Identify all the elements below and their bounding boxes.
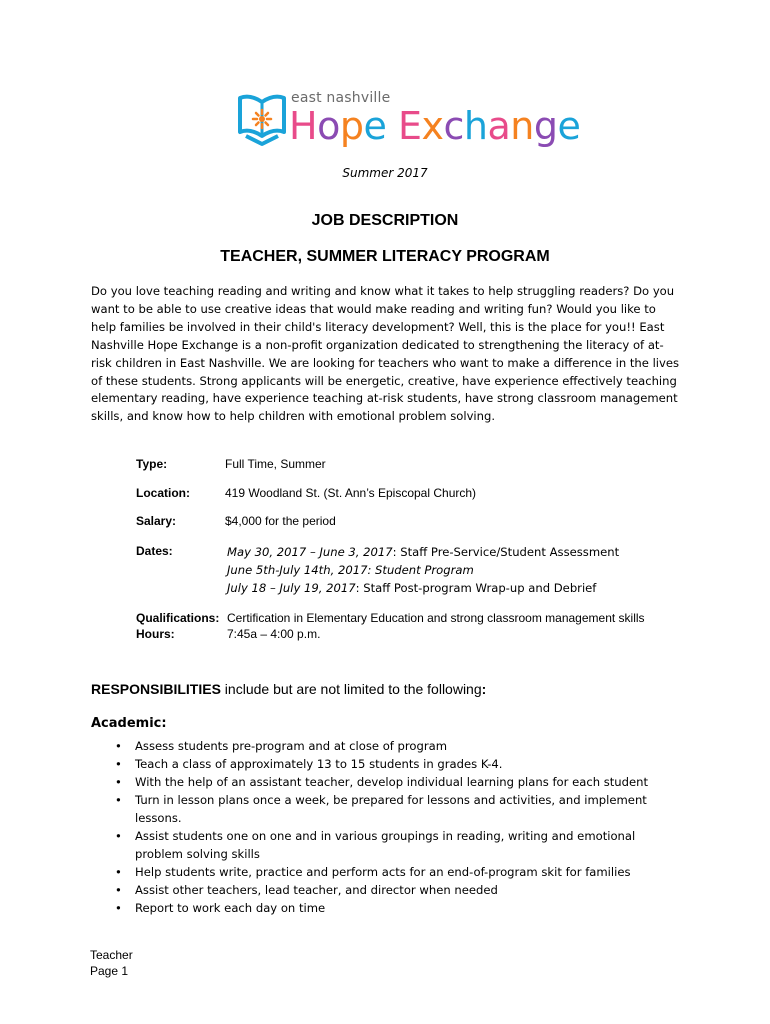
- logo: [236, 90, 581, 150]
- academic-label: Academic:: [91, 716, 167, 731]
- date-desc: : Staff Post-program Wrap-up and Debrief: [355, 581, 597, 595]
- list-item: • Teach a class of approximately 13 to 15 students in grades K-4.: [115, 755, 685, 773]
- logo-letter: x: [421, 104, 444, 148]
- logo-letter: a: [487, 104, 511, 148]
- logo-letter: E: [397, 104, 422, 148]
- page-title: JOB DESCRIPTION: [311, 212, 459, 229]
- responsibilities-heading-colon: :: [481, 681, 487, 697]
- responsibilities-list: [115, 737, 685, 917]
- date-range: May 30, 2017 – June 3, 2017: [227, 545, 393, 559]
- responsibilities-heading-bold: RESPONSIBILITIES: [91, 681, 221, 697]
- date-item: [227, 561, 619, 579]
- date-range: July 18 – July 19, 2017: [227, 581, 356, 595]
- salary-label: Salary:: [136, 514, 177, 528]
- footer-line-1: Teacher: [90, 948, 133, 962]
- salary-value: $4,000 for the period: [225, 514, 336, 528]
- dates-label: Dates:: [136, 544, 173, 558]
- logo-letter: H: [289, 104, 318, 148]
- logo-letter: p: [339, 104, 364, 148]
- date-item: [227, 579, 619, 597]
- term-label: Summer 2017: [342, 166, 428, 180]
- logo-letter: [386, 104, 398, 148]
- logo-letter: e: [363, 104, 387, 148]
- date-range: June 5th-July 14th, 2017: [227, 563, 368, 577]
- responsibilities-heading-rest: include but are not limited to the following: [220, 681, 482, 697]
- date-item: [227, 543, 619, 561]
- logo-letter: n: [510, 104, 534, 148]
- logo-letter: h: [463, 104, 488, 148]
- type-value: Full Time, Summer: [225, 457, 326, 471]
- location-value: 419 Woodland St. (St. Ann’s Episcopal Church): [225, 486, 477, 500]
- hours-label: Hours:: [136, 627, 175, 641]
- dates-list: [227, 543, 619, 597]
- date-desc: : Staff Pre-Service/Student Assessment: [392, 545, 620, 559]
- intro-paragraph: Do you love teaching reading and writing and know what it takes to help struggling readers? Do you want to be able to use creative ideas that would make reading and writing fun? Would you like to help families be involved in their child's literacy development? Well, this is the place for you!! East Nashville Hope Exchange is a non-profit organization dedicated to strengthening the literacy of at-risk children in East Nashville. We are looking for teachers who want to make a difference in the lives of these students. Strong applicants will be energetic, creative, have experience effectively teaching elementary reading, have experience teaching at-risk students, have strong classroom management skills, and know how to help children with emotional problem solving.: [91, 284, 680, 424]
- logo-letter: e: [557, 104, 581, 148]
- hours-value: 7:45a – 4:00 p.m.: [227, 627, 321, 641]
- logo-small-text: east nashville: [291, 90, 391, 106]
- logo-big-text: [289, 104, 580, 148]
- responsibilities-heading: [91, 681, 486, 697]
- list-item: • Assess students pre-program and at close of program: [115, 737, 685, 755]
- type-label: Type:: [136, 457, 168, 471]
- logo-letter: g: [533, 104, 558, 148]
- list-item: • Help students write, practice and perform acts for an end-of-program skit for families: [115, 863, 685, 881]
- list-item: • Assist other teachers, lead teacher, and director when needed: [115, 881, 685, 899]
- qualifications-value: Certification in Elementary Education and strong classroom management skills: [227, 611, 645, 625]
- footer: [90, 947, 133, 979]
- list-item: • Report to work each day on time: [115, 899, 685, 917]
- logo-letter: o: [317, 104, 340, 148]
- list-item: • Assist students one on one and in various groupings in reading, writing and emotional problem solving skills: [115, 827, 685, 863]
- location-label: Location:: [136, 486, 190, 500]
- list-item: • With the help of an assistant teacher, develop individual learning plans for each student: [115, 773, 685, 791]
- logo-letter: c: [443, 104, 464, 148]
- qualifications-label: Qualifications:: [136, 611, 220, 625]
- book-icon: [236, 92, 288, 148]
- date-desc: : Student Program: [367, 563, 474, 577]
- page-subtitle: TEACHER, SUMMER LITERACY PROGRAM: [220, 248, 550, 265]
- list-item: • Turn in lesson plans once a week, be prepared for lessons and activities, and implement lessons.: [115, 791, 685, 827]
- page-number: Page 1: [90, 964, 129, 978]
